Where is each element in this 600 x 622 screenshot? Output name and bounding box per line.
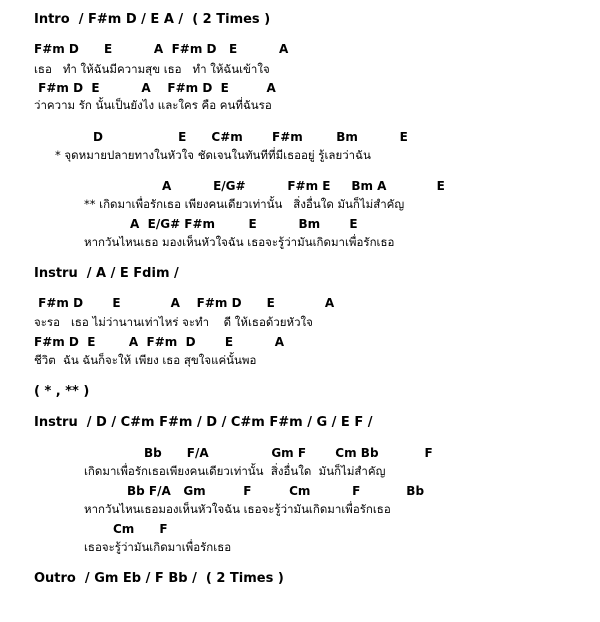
instrumental-line-2: Instru / D / C#m F#m / D / C#m F#m / G / E F / — [34, 415, 373, 430]
chorus-lyrics-2: หากวันไหนเธอ มองเห็นหัวใจฉัน เธอจะรู้ว่ามันเกิดมาเพื่อรักเธอ — [84, 235, 395, 249]
bridge-lyrics-2: หากวันไหนเธอมองเห็นหัวใจฉัน เธอจะรู้ว่ามันเกิดมาเพื่อรักเธอ — [84, 502, 391, 516]
verse2-chords-2: F#m D E A F#m D E A — [34, 335, 285, 349]
verse2-lyrics-1: จะรอ เธอ ไม่ว่านานเท่าไหร่ จะทำ ดี ให้เธอด้วยหัวใจ — [34, 315, 313, 329]
verse2-chords-1: F#m D E A F#m D E A — [34, 296, 335, 310]
verse1-lyrics-1: เธอ ทำ ให้ฉันมีความสุข เธอ ทำ ให้ฉันเข้าใจ — [34, 62, 270, 76]
verse1-chords-1: F#m D E A F#m D E A — [34, 42, 289, 56]
instrumental-line-1: Instru / A / E Fdim / — [34, 266, 179, 281]
bridge-lyrics-3: เธอจะรู้ว่ามันเกิดมาเพื่อรักเธอ — [84, 540, 232, 554]
intro-line: Intro / F#m D / E A / ( 2 Times ) — [34, 12, 271, 27]
chorus-chords-2: A E/G# F#m E Bm E — [130, 217, 358, 231]
chorus-lyrics-1: ** เกิดมาเพื่อรักเธอ เพียงคนเดียวเท่านั้น สิ่งอื่นใด มันก็ไม่สำคัญ — [84, 197, 405, 211]
bridge-chords-3: Cm F — [113, 522, 168, 536]
repeat-marker: ( * , ** ) — [34, 384, 90, 399]
prechorus-chords: D E C#m F#m Bm E — [93, 130, 408, 144]
bridge-lyrics-1: เกิดมาเพื่อรักเธอเพียงคนเดียวเท่านั้น สิ่งอื่นใด มันก็ไม่สำคัญ — [84, 464, 386, 478]
outro-line: Outro / Gm Eb / F Bb / ( 2 Times ) — [34, 571, 284, 586]
bridge-chords-2: Bb F/A Gm F Cm F Bb — [127, 484, 425, 498]
verse2-lyrics-2: ชีวิต ฉัน ฉันก็จะให้ เพียง เธอ สุขใจแค่นั้นพอ — [34, 353, 257, 367]
verse1-chords-2: F#m D E A F#m D E A — [34, 81, 276, 95]
verse1-lyrics-2: ว่าความ รัก นั้นเป็นยังไง และใคร คือ คนที่ฉันรอ — [34, 98, 272, 112]
prechorus-lyrics: * จุดหมายปลายทางในหัวใจ ชัดเจนในทันทีที่มีเธออยู่ รู้เลยว่าฉัน — [55, 148, 371, 162]
bridge-chords-1: Bb F/A Gm F Cm Bb F — [144, 446, 433, 460]
chorus-chords-1: A E/G# F#m E Bm A E — [162, 179, 445, 193]
